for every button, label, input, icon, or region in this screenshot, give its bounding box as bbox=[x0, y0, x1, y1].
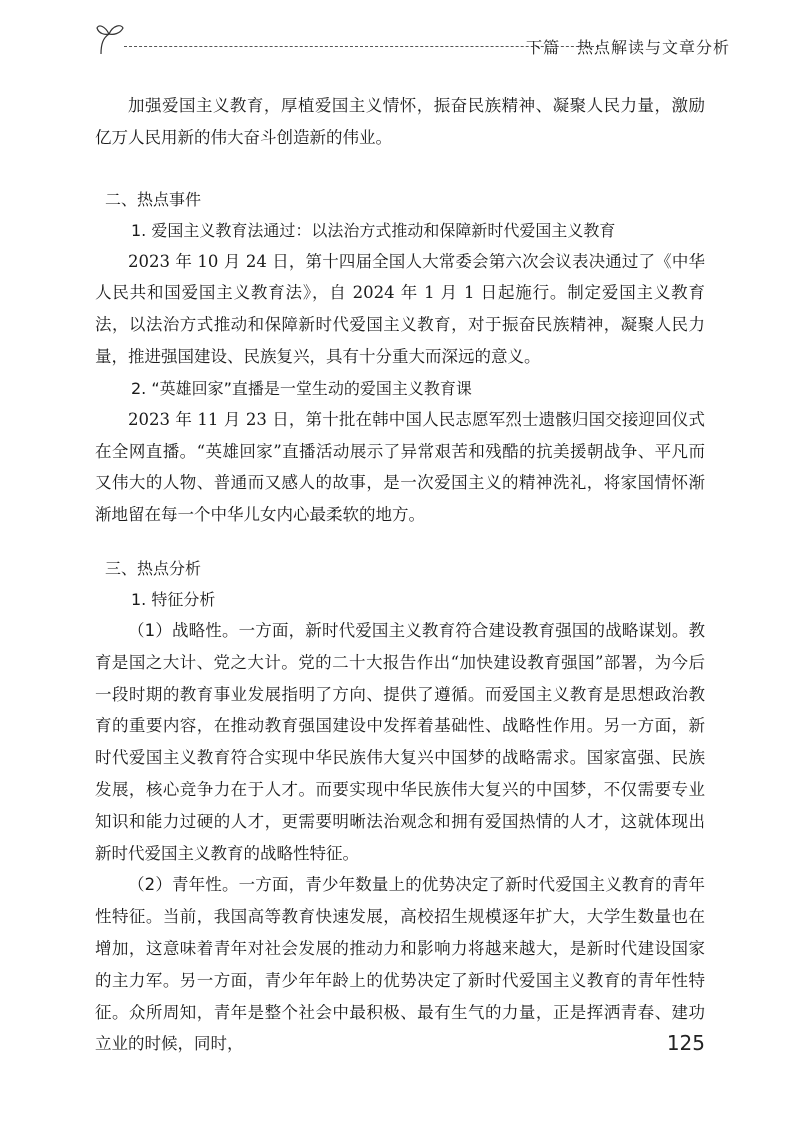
feature-analysis-heading: 1. 特征分析 bbox=[131, 589, 216, 609]
page-number: 125 bbox=[666, 1031, 705, 1055]
section-heading-hot-events: 二、热点事件 bbox=[105, 189, 202, 209]
strategic-lead: （1）战略性。 bbox=[128, 620, 239, 640]
running-header bbox=[90, 22, 730, 62]
event1-paragraph: 2023 年 10 月 24 日，第十四届全国人大常委会第六次会议表决通过了《中华人民共和国爱国主义教育法》，自 2024 年 1 月 1 日起施行。制定爱国主义教育法，以法治方式推动和保障新时代爱国主义教育，对于振奋民族精神，凝聚人民力量，推进强国建设、民族复兴，具有十分重大而深远的意义。 bbox=[95, 251, 705, 366]
spacer bbox=[95, 154, 705, 184]
page-body bbox=[95, 90, 705, 1060]
intro-paragraph: 加强爱国主义教育，厚植爱国主义情怀，振奋民族精神、凝聚人民力量，激励亿万人民用新的伟大奋斗创造新的伟业。 bbox=[95, 96, 705, 147]
spacer bbox=[95, 531, 705, 553]
event1-heading: 1. 爱国主义教育法通过：以法治方式推动和保障新时代爱国主义教育 bbox=[131, 220, 616, 240]
youth-paragraph bbox=[95, 869, 705, 1060]
strategic-body: 一方面，新时代爱国主义教育符合建设教育强国的战略谋划。教育是国之大计、党之大计。党的二十大报告作出“加快建设教育强国”部署，为今后一段时期的教育事业发展指明了方向、提供了遵循。而爱国主义教育是思想政治教育的重要内容，在推动教育强国建设中发挥着基础性、战略性作用。另一方面，新时代爱国主义教育符合实现中华民族伟大复兴中国梦的战略需求。国家富强、民族发展，核心竞争力在于人才。而要实现中华民族伟大复兴的中国梦，不仅需要专业知识和能力过硬的人才，更需要明晰法治观念和拥有爱国热情的人才，这就体现出新时代爱国主义教育的战略性特征。 bbox=[95, 620, 706, 863]
youth-lead: （2）青年性。 bbox=[128, 875, 239, 895]
strategic-paragraph bbox=[95, 615, 705, 869]
header-title: 下篇 热点解读与文章分析 bbox=[525, 38, 730, 57]
youth-body: 一方面，青少年数量上的优势决定了新时代爱国主义教育的青年性特征。当前，我国高等教育快速发展，高校招生规模逐年扩大，大学生数量也在增加，这意味着青年对社会发展的推动力和影响力将越来越大，是新时代建设国家的主力军。另一方面，青少年年龄上的优势决定了新时代爱国主义教育的青年性特征。众所周知，青年是整个社会中最积极、最有生气的力量，正是挥洒青春、建功立业的时候，同时， bbox=[95, 875, 706, 1054]
leaf-ornament-icon bbox=[95, 22, 127, 56]
event2-paragraph: 2023 年 11 月 23 日，第十批在韩中国人民志愿军烈士遗骸归国交接迎回仪式在全网直播。“英雄回家”直播活动展示了异常艰苦和残酷的抗美援朝战争、平凡而又伟大的人物、普通而又感人的故事，是一次爱国主义的精神洗礼，将家国情怀渐渐地留在每一个中华儿女内心最柔软的地方。 bbox=[95, 409, 705, 525]
section-heading-hot-analysis: 三、热点分析 bbox=[105, 558, 202, 578]
event2-heading: 2. “英雄回家”直播是一堂生动的爱国主义教育课 bbox=[131, 378, 472, 398]
